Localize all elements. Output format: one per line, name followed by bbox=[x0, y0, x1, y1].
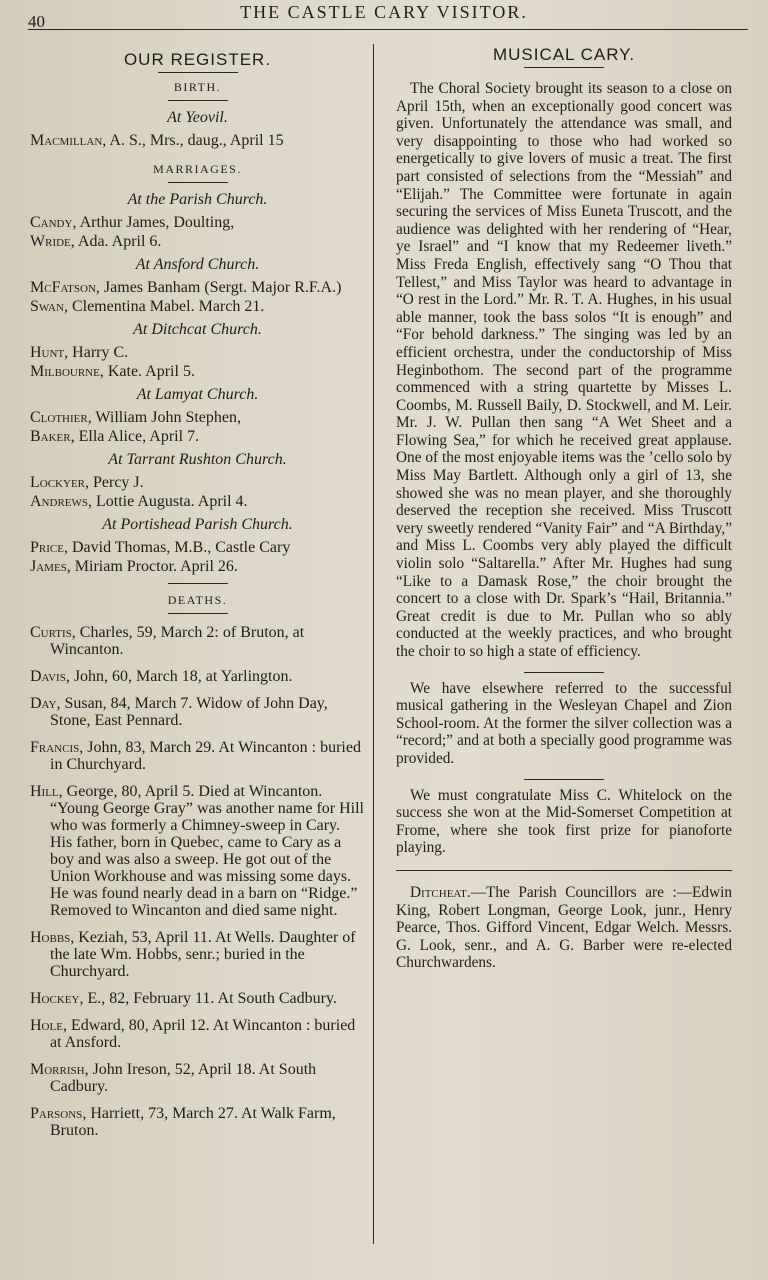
musical-column bbox=[396, 40, 732, 972]
entry-text: , Percy J. bbox=[85, 474, 144, 491]
marriage-place: At Lamyat Church. bbox=[136, 386, 259, 403]
entry-text: , Ada. April 6. bbox=[70, 233, 162, 250]
entry-surname: Baker bbox=[30, 428, 71, 445]
marriage-group bbox=[30, 256, 365, 315]
section-rule bbox=[168, 583, 228, 584]
entry-text: , William John Stephen, bbox=[87, 409, 241, 426]
article-paragraph: We have elsewhere referred to the successful musical gathering in the Wesleyan Chapel and Zion School-room. At the former the silver collection was a “record;” and at both a specially good programme was provided. bbox=[396, 679, 732, 767]
section-rule bbox=[168, 613, 228, 614]
marriages-heading: MARRIAGES. bbox=[153, 162, 242, 176]
death-entry bbox=[30, 783, 365, 919]
paragraph-separator bbox=[524, 672, 604, 673]
marriage-entry bbox=[30, 428, 365, 445]
entry-text: , Ella Alice, April 7. bbox=[70, 428, 200, 445]
entry-text: , Edward, 80, April 12. At Wincanton : buried at Ansford. bbox=[50, 1017, 356, 1051]
marriage-place: At Ansford Church. bbox=[135, 256, 260, 273]
marriage-place: At Portishead Parish Church. bbox=[102, 516, 293, 533]
register-title: OUR REGISTER. bbox=[123, 50, 272, 69]
death-entry bbox=[30, 990, 365, 1007]
publication-title: THE CASTLE CARY VISITOR. bbox=[240, 2, 528, 22]
marriage-group bbox=[30, 516, 365, 575]
entry-surname: Hill bbox=[30, 783, 59, 800]
birth-entry bbox=[30, 132, 365, 149]
ditcheat-heading: Ditcheat bbox=[410, 883, 467, 901]
marriage-entry bbox=[30, 214, 365, 231]
marriage-entry bbox=[30, 363, 365, 380]
entry-surname: Milbourne bbox=[30, 363, 100, 380]
entry-surname: Wride bbox=[30, 233, 71, 250]
death-entry bbox=[30, 1105, 365, 1139]
marriage-group bbox=[30, 191, 365, 250]
entry-text: , Clementina Mabel. March 21. bbox=[63, 298, 265, 315]
entry-text: , George, 80, April 5. Died at Wincanton. “Young George Gray” was another name for Hill who was formerly a Chimney-sweep in Cary. His father, born in Quebec, came to Cary as a boy and was also a sweep. He got out of the Union Workhouse and was missing some days. He was found nearly dead in a barn on “Ridge.” Removed to Wincanton and died same night. bbox=[50, 783, 364, 919]
entry-surname: Hockey bbox=[30, 990, 80, 1007]
title-rule bbox=[158, 72, 238, 73]
entry-surname: Lockyer bbox=[30, 474, 85, 491]
marriage-entry bbox=[30, 539, 365, 556]
entry-text: , John Ireson, 52, April 18. At South Cadbury. bbox=[50, 1061, 317, 1095]
entry-text: , Keziah, 53, April 11. At Wells. Daughter of the late Wm. Hobbs, senr.; buried in the Churchyard. bbox=[50, 929, 356, 980]
article-paragraph: The Choral Society brought its season to a close on April 15th, when an exceptionally good concert was given. Unfortunately the attendance was small, and very disappointing to those who had worked so energetically to give lovers of music a treat. The first part consisted of selections from the “Messiah” and “Elijah.” The Committee were fortunate in again securing the services of Miss Euneta Truscott, and the audience was delighted with her rendering of “Hear, ye Israel” and “I know that my Redeemer liveth.” Miss Freda English, effectively sang “O Thou that Tellest,” and Miss Taylor was heard to advantage in “O rest in the Lord.” Mr. R. T. A. Hughes, in his usual able manner, took the bass solos “It is enough” and “For behold darkness.” The singing was led by an efficient orchestra, under the conductorship of Miss Heginbothom. The second part of the programme commenced with a string quartette by Misses L. Coombs, M. Russell Baily, D. Stockwell, and M. Leir. Mr. J. W. Pullan then sang “A Wet Sheet and a Flowing Sea,” for which he received great applause. One of the most enjoyable items was the ’cello solo by Miss May Bartlett. Although only a girl of 13, she showed she was no mean player, and she thoroughly deserved the reception she received. Miss Truscott very sweetly rendered “Vanity Fair” and “A Birthday,” and Miss L. Coombs very ably played the difficult violin solo “Saltarella.” After Mr. Hughes had sung “Like to a Damask Rose,” the choir brought the concert to a close with Dr. Spark’s “Hail, Britannia.” Great credit is due to Mr. Pullan who so ably conducted at the weekly practices, and who brought the choir to so high a state of efficiency. bbox=[396, 80, 732, 660]
birth-heading: BIRTH. bbox=[173, 80, 222, 94]
marriage-entry bbox=[30, 474, 365, 491]
death-entry bbox=[30, 739, 365, 773]
marriage-entry bbox=[30, 344, 365, 361]
entry-text: , Charles, 59, March 2: of Bruton, at Wincanton. bbox=[50, 624, 305, 658]
entry-surname: Hunt bbox=[30, 344, 65, 361]
entry-surname: Candy bbox=[30, 214, 73, 231]
deaths-heading: DEATHS. bbox=[167, 593, 228, 607]
marriage-entry bbox=[30, 298, 365, 315]
death-entry bbox=[30, 668, 365, 685]
marriage-group bbox=[30, 386, 365, 445]
death-entry bbox=[30, 929, 365, 980]
entry-surname: Price bbox=[30, 539, 64, 556]
page-header-bar bbox=[0, 0, 768, 30]
entry-text: , E., 82, February 11. At South Cadbury. bbox=[79, 990, 337, 1007]
entry-surname: Hobbs bbox=[30, 929, 71, 946]
header-rule bbox=[28, 29, 748, 30]
entry-surname: Parsons bbox=[30, 1105, 83, 1122]
death-entry bbox=[30, 1061, 365, 1095]
entry-text: , Miriam Proctor. April 26. bbox=[66, 558, 238, 575]
marriage-entry bbox=[30, 233, 365, 250]
entry-text: , James Banham (Sergt. Major R.F.A.) bbox=[95, 279, 342, 296]
entry-surname: Hole bbox=[30, 1017, 63, 1034]
entry-surname: James bbox=[30, 558, 67, 575]
marriage-group bbox=[30, 321, 365, 380]
entry-text: , Kate. April 5. bbox=[99, 363, 195, 380]
register-column bbox=[30, 40, 365, 1141]
entry-text: , John, 60, March 18, at Yarlington. bbox=[65, 668, 293, 685]
entry-surname: Francis bbox=[30, 739, 80, 756]
entry-text: , David Thomas, M.B., Castle Cary bbox=[63, 539, 291, 556]
entry-surname: Curtis bbox=[30, 624, 72, 641]
death-entry bbox=[30, 1017, 365, 1051]
entry-text: , Susan, 84, March 7. Widow of John Day, Stone, East Pennard. bbox=[50, 695, 328, 729]
marriage-entry bbox=[30, 493, 365, 510]
entry-surname: Andrews bbox=[30, 493, 88, 510]
marriage-place: At the Parish Church. bbox=[127, 191, 268, 208]
marriage-entry bbox=[30, 279, 365, 296]
entry-text: , Harriett, 73, March 27. At Walk Farm, Bruton. bbox=[50, 1105, 336, 1139]
page-number: 40 bbox=[28, 12, 45, 31]
birth-place: At Yeovil. bbox=[167, 109, 228, 126]
section-rule bbox=[168, 100, 228, 101]
death-entry bbox=[30, 624, 365, 658]
entry-surname: Morrish bbox=[30, 1061, 85, 1078]
entry-text: , A. S., Mrs., daug., April 15 bbox=[102, 132, 284, 149]
ditcheat-paragraph bbox=[396, 884, 732, 972]
column-divider bbox=[373, 44, 374, 1244]
marriage-entry bbox=[30, 558, 365, 575]
entry-text: , John, 83, March 29. At Wincanton : buried in Churchyard. bbox=[50, 739, 361, 773]
section-rule bbox=[168, 182, 228, 183]
entry-surname: Swan bbox=[30, 298, 64, 315]
title-rule bbox=[524, 67, 604, 68]
entry-surname: Clothier bbox=[30, 409, 88, 426]
entry-surname: McFatson bbox=[30, 279, 96, 296]
entry-text: , Lottie Augusta. April 4. bbox=[88, 493, 248, 510]
marriage-place: At Ditchcat Church. bbox=[133, 321, 262, 338]
musical-title: MUSICAL CARY. bbox=[492, 45, 636, 64]
entry-surname: Macmillan bbox=[30, 132, 103, 149]
marriage-place: At Tarrant Rushton Church. bbox=[108, 451, 287, 468]
section-separator bbox=[396, 870, 732, 871]
entry-text: , Arthur James, Doulting, bbox=[72, 214, 235, 231]
marriage-entry bbox=[30, 409, 365, 426]
entry-surname: Davis bbox=[30, 668, 66, 685]
ditcheat-text: .—The Parish Councillors are :—Edwin King, Robert Longman, George Look, junr., Henry Pearce, Thos. Gifford Vincent, Edgar Welch. Messrs. G. Look, senr., and A. G. Barber were re-elected Churchwardens. bbox=[396, 883, 732, 972]
marriage-group bbox=[30, 451, 365, 510]
entry-text: , Harry C. bbox=[64, 344, 129, 361]
article-paragraph: We must congratulate Miss C. Whitelock on the success she won at the Mid-Somerset Competition at Frome, where she took first prize for pianoforte playing. bbox=[396, 786, 732, 857]
entry-surname: Day bbox=[30, 695, 57, 712]
death-entry bbox=[30, 695, 365, 729]
paragraph-separator bbox=[524, 779, 604, 780]
